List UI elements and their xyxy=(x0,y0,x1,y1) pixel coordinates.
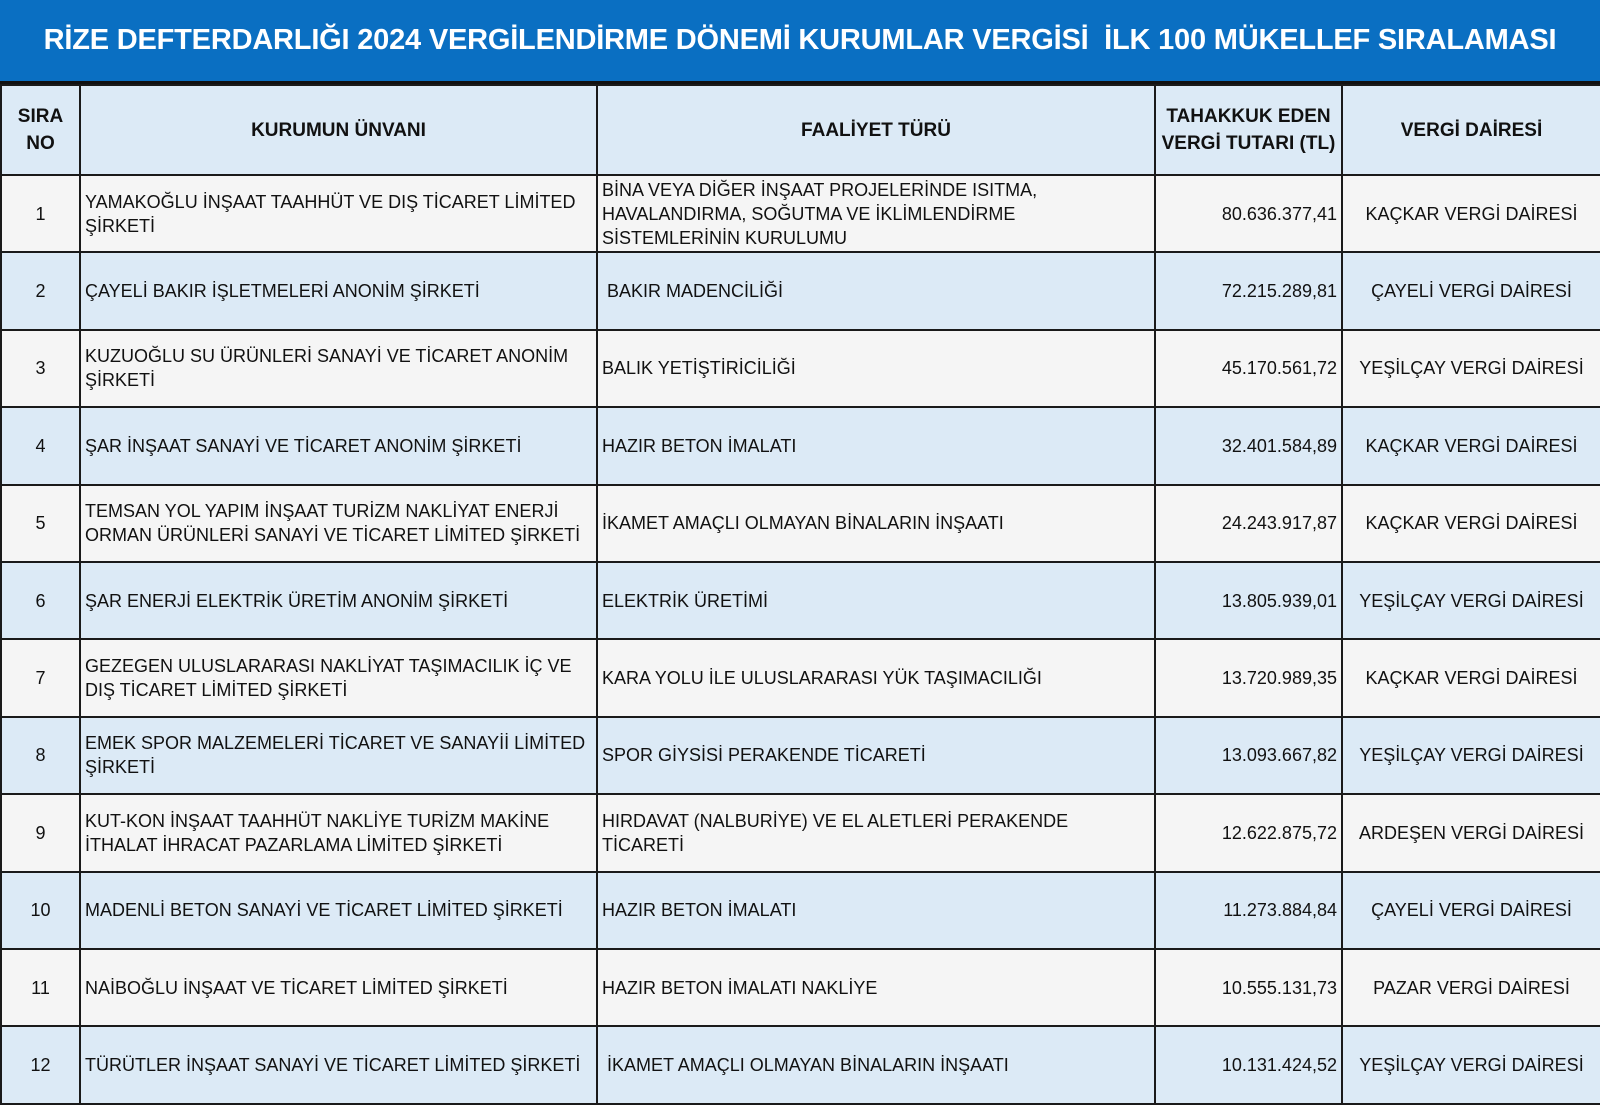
activity-type-cell: İKAMET AMAÇLI OLMAYAN BİNALARIN İNŞAATI xyxy=(597,1026,1155,1103)
tax-office-cell: KAÇKAR VERGİ DAİRESİ xyxy=(1342,485,1600,562)
rank-no-cell: 11 xyxy=(1,949,80,1026)
tax-office-cell: YEŞİLÇAY VERGİ DAİRESİ xyxy=(1342,562,1600,639)
tax-amount-cell: 13.805.939,01 xyxy=(1155,562,1342,639)
company-name-cell: GEZEGEN ULUSLARARASI NAKLİYAT TAŞIMACILIK İÇ VE DIŞ TİCARET LİMİTED ŞİRKETİ xyxy=(80,639,597,716)
table-row xyxy=(1,562,1600,639)
company-name-cell: YAMAKOĞLU İNŞAAT TAAHHÜT VE DIŞ TİCARET LİMİTED ŞİRKETİ xyxy=(80,175,597,252)
tax-amount-cell: 13.720.989,35 xyxy=(1155,639,1342,716)
company-name-cell: ŞAR İNŞAAT SANAYİ VE TİCARET ANONİM ŞİRKETİ xyxy=(80,407,597,484)
tax-amount-cell: 12.622.875,72 xyxy=(1155,794,1342,871)
rank-no-cell: 5 xyxy=(1,485,80,562)
rank-no-cell: 2 xyxy=(1,252,80,329)
table-row xyxy=(1,639,1600,716)
company-name-cell: TÜRÜTLER İNŞAAT SANAYİ VE TİCARET LİMİTED ŞİRKETİ xyxy=(80,1026,597,1103)
activity-type-cell: KARA YOLU İLE ULUSLARARASI YÜK TAŞIMACILIĞI xyxy=(597,639,1155,716)
tax-office-cell: KAÇKAR VERGİ DAİRESİ xyxy=(1342,175,1600,252)
table-row xyxy=(1,330,1600,407)
page-title: RİZE DEFTERDARLIĞI 2024 VERGİLENDİRME DÖNEMİ KURUMLAR VERGİSİ İLK 100 MÜKELLEF SIRALAMASI xyxy=(43,24,1557,56)
company-name-cell: EMEK SPOR MALZEMELERİ TİCARET VE SANAYİİ LİMİTED ŞİRKETİ xyxy=(80,717,597,794)
table-row xyxy=(1,407,1600,484)
table-row xyxy=(1,175,1600,252)
tax-amount-cell: 72.215.289,81 xyxy=(1155,252,1342,329)
title-bar xyxy=(0,0,1600,84)
tax-office-cell: PAZAR VERGİ DAİRESİ xyxy=(1342,949,1600,1026)
tax-amount-cell: 13.093.667,82 xyxy=(1155,717,1342,794)
activity-type-cell: BAKIR MADENCİLİĞİ xyxy=(597,252,1155,329)
activity-type-cell: İKAMET AMAÇLI OLMAYAN BİNALARIN İNŞAATI xyxy=(597,485,1155,562)
tax-office-cell: KAÇKAR VERGİ DAİRESİ xyxy=(1342,639,1600,716)
header-activity-type: FAALİYET TÜRÜ xyxy=(597,85,1155,175)
company-name-cell: NAİBOĞLU İNŞAAT VE TİCARET LİMİTED ŞİRKETİ xyxy=(80,949,597,1026)
tax-office-cell: YEŞİLÇAY VERGİ DAİRESİ xyxy=(1342,1026,1600,1103)
tax-amount-cell: 10.555.131,73 xyxy=(1155,949,1342,1026)
rank-no-cell: 7 xyxy=(1,639,80,716)
rank-no-cell: 1 xyxy=(1,175,80,252)
activity-type-cell: BİNA VEYA DİĞER İNŞAAT PROJELERİNDE ISITMA, HAVALANDIRMA, SOĞUTMA VE İKLİMLENDİRME SİSTEMLERİNİN KURULUMU xyxy=(597,175,1155,252)
tax-office-cell: KAÇKAR VERGİ DAİRESİ xyxy=(1342,407,1600,484)
activity-type-cell: HAZIR BETON İMALATI NAKLİYE xyxy=(597,949,1155,1026)
company-name-cell: ÇAYELİ BAKIR İŞLETMELERİ ANONİM ŞİRKETİ xyxy=(80,252,597,329)
ranking-table xyxy=(0,84,1600,1105)
company-name-cell: MADENLİ BETON SANAYİ VE TİCARET LİMİTED ŞİRKETİ xyxy=(80,872,597,949)
header-tax-amount: TAHAKKUK EDEN VERGİ TUTARI (TL) xyxy=(1155,85,1342,175)
activity-type-cell: HIRDAVAT (NALBURİYE) VE EL ALETLERİ PERAKENDE TİCARETİ xyxy=(597,794,1155,871)
rank-no-cell: 9 xyxy=(1,794,80,871)
rank-no-cell: 3 xyxy=(1,330,80,407)
table-row xyxy=(1,485,1600,562)
company-name-cell: TEMSAN YOL YAPIM İNŞAAT TURİZM NAKLİYAT ENERJİ ORMAN ÜRÜNLERİ SANAYİ VE TİCARET LİMİTED ŞİRKETİ xyxy=(80,485,597,562)
activity-type-cell: HAZIR BETON İMALATI xyxy=(597,407,1155,484)
table-row xyxy=(1,252,1600,329)
tax-amount-cell: 11.273.884,84 xyxy=(1155,872,1342,949)
tax-office-cell: YEŞİLÇAY VERGİ DAİRESİ xyxy=(1342,330,1600,407)
table-row xyxy=(1,794,1600,871)
tax-office-cell: ÇAYELİ VERGİ DAİRESİ xyxy=(1342,252,1600,329)
tax-amount-cell: 45.170.561,72 xyxy=(1155,330,1342,407)
activity-type-cell: HAZIR BETON İMALATI xyxy=(597,872,1155,949)
header-tax-office: VERGİ DAİRESİ xyxy=(1342,85,1600,175)
rank-no-cell: 6 xyxy=(1,562,80,639)
activity-type-cell: ELEKTRİK ÜRETİMİ xyxy=(597,562,1155,639)
header-rank-no: SIRA NO xyxy=(1,85,80,175)
table-row xyxy=(1,717,1600,794)
table-header-row xyxy=(1,85,1600,175)
activity-type-cell: SPOR GİYSİSİ PERAKENDE TİCARETİ xyxy=(597,717,1155,794)
header-company-name: KURUMUN ÜNVANI xyxy=(80,85,597,175)
company-name-cell: ŞAR ENERJİ ELEKTRİK ÜRETİM ANONİM ŞİRKETİ xyxy=(80,562,597,639)
tax-amount-cell: 10.131.424,52 xyxy=(1155,1026,1342,1103)
rank-no-cell: 4 xyxy=(1,407,80,484)
rank-no-cell: 8 xyxy=(1,717,80,794)
tax-office-cell: ARDEŞEN VERGİ DAİRESİ xyxy=(1342,794,1600,871)
table-body xyxy=(1,175,1600,1104)
table-row xyxy=(1,872,1600,949)
rank-no-cell: 10 xyxy=(1,872,80,949)
tax-amount-cell: 24.243.917,87 xyxy=(1155,485,1342,562)
tax-amount-cell: 80.636.377,41 xyxy=(1155,175,1342,252)
tax-office-cell: ÇAYELİ VERGİ DAİRESİ xyxy=(1342,872,1600,949)
company-name-cell: KUZUOĞLU SU ÜRÜNLERİ SANAYİ VE TİCARET ANONİM ŞİRKETİ xyxy=(80,330,597,407)
tax-amount-cell: 32.401.584,89 xyxy=(1155,407,1342,484)
table-row xyxy=(1,949,1600,1026)
table-row xyxy=(1,1026,1600,1103)
activity-type-cell: BALIK YETİŞTİRİCİLİĞİ xyxy=(597,330,1155,407)
tax-office-cell: YEŞİLÇAY VERGİ DAİRESİ xyxy=(1342,717,1600,794)
rank-no-cell: 12 xyxy=(1,1026,80,1103)
company-name-cell: KUT-KON İNŞAAT TAAHHÜT NAKLİYE TURİZM MAKİNE İTHALAT İHRACAT PAZARLAMA LİMİTED ŞİRKETİ xyxy=(80,794,597,871)
